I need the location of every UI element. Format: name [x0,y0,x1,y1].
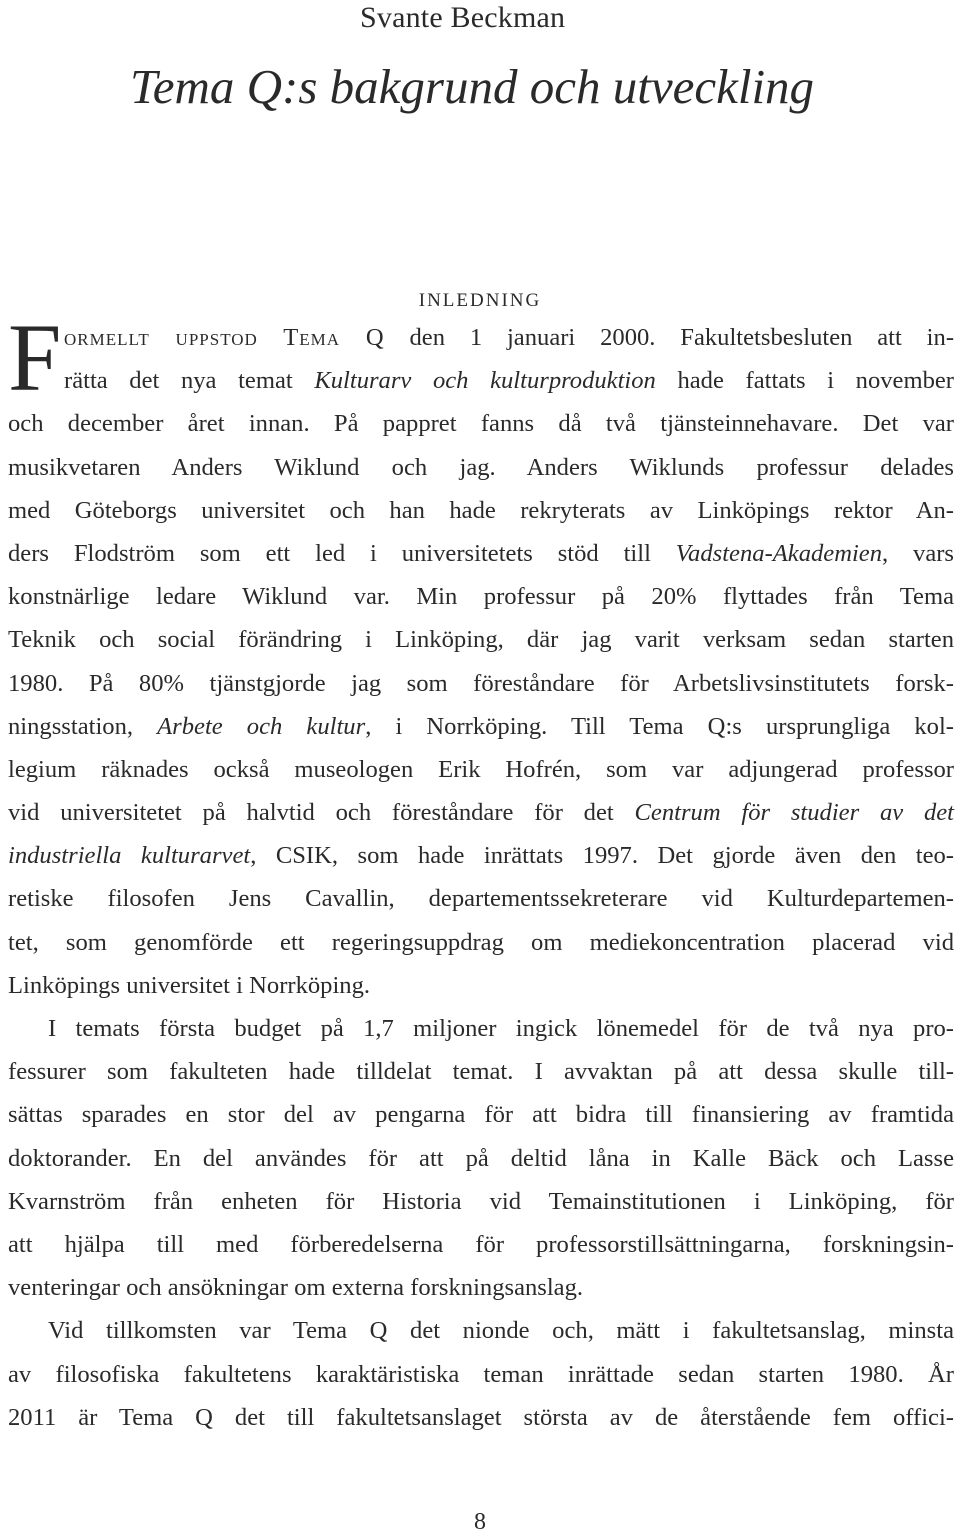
paragraph-2-line-7: venteringar och ansökningar om externa forskningsanslag. [8,1274,584,1302]
paragraph-2-line-4: doktorander. En del användes för att på deltid låna in Kalle Bäck och Lasse [8,1144,954,1172]
paragraph-2-line-1: I temats första budget på 1,7 miljoner ingick lönemedel för de två nya pro- [48,1015,954,1042]
paragraph-1-line-11: legium räknades också museologen Erik Hofrén, som var adjungerad professor [8,755,954,783]
text-run: , i Norrköping. Till Tema Q:s ursprungliga kol- [365,712,955,740]
paragraph-3-line-2: av filosofiska fakultetens karaktäristiska teman inrättade sedan starten 1980. År [8,1360,954,1388]
paragraph-3-line-1: Vid tillkomsten var Tema Q det nionde och, mätt i fakultetsanslag, minsta [48,1317,954,1345]
italic-title: Arbete och kultur [157,712,366,740]
paragraph-1-line-13 [8,834,954,877]
italic-title: industriella kulturarvet [8,842,251,870]
italic-title: Kulturarv och kulturproduktion [314,367,656,395]
text-run: hade fattats i november [655,367,954,395]
lead-in-smallcaps: ormellt uppstod Tema Q [64,324,385,351]
paragraph-1-line-7: konstnärlige ledare Wiklund var. Min professur på 20% flyttades från Tema [8,583,954,611]
text-run: ders Flodström som ett led i universitetets stöd till [8,539,676,567]
paragraph-1-line-4: musikvetaren Anders Wiklund och jag. Anders Wiklunds professur delades [8,453,954,481]
author-name: Svante Beckman [360,1,566,34]
text-run: den 1 januari 2000. Fakultetsbesluten att in- [384,324,955,351]
paragraph-2-line-2: fessurer som fakulteten hade tilldelat temat. I avvaktan på att dessa skulle till- [8,1058,954,1086]
paragraph-2-line-6: att hjälpa till med förberedelserna för professorstillsättningarna, forskningsin- [8,1230,954,1258]
paragraph-1-line-10 [8,705,954,748]
paragraph-1-line-9: 1980. På 80% tjänstgjorde jag som föreståndare för Arbetslivsinstitutets forsk- [8,669,954,697]
paragraph-1-line-12 [8,791,954,834]
paragraph-1-line-15: tet, som genomförde ett regeringsuppdrag om mediekoncentration placerad vid [8,928,954,956]
paragraph-1-line-1 [8,316,954,359]
text-run: ningsstation, [8,712,158,740]
drop-cap: F [8,304,62,411]
paragraph-1-line-3: och december året innan. På pappret fanns då två tjänsteinnehavare. Det var [8,410,954,438]
text-run: vid universitetet på halvtid och föreståndare för det [8,799,635,827]
text-run: rätta det nya temat [64,367,315,395]
body-text [8,304,955,1439]
paragraph-1-line-14: retiske filosofen Jens Cavallin, departementssekreterare vid Kulturdepartemen- [8,885,954,913]
text-run: , vars [882,539,954,567]
chapter-title: Tema Q:s bakgrund och utveckling [130,59,815,114]
paragraph-1-line-8: Teknik och social förändring i Linköping, där jag varit verksam sedan starten [8,626,954,654]
paragraph-3-line-3: 2011 är Tema Q det till fakultetsanslaget största av de återstående fem offici- [8,1403,954,1431]
paragraph-1-line-2 [8,359,954,402]
paragraph-2-line-3: sättas sparades en stor del av pengarna för att bidra till finansiering av framtida [8,1101,954,1129]
page-number: 8 [474,1509,486,1535]
paragraph-1-line-6 [8,532,954,575]
paragraph-1-line-16: Linköpings universitet i Norrköping. [8,971,371,999]
section-heading: inledning [418,282,542,312]
paragraph-1-line-5: med Göteborgs universitet och han hade rekryterats av Linköpings rektor An- [8,496,954,524]
paragraph-2-line-5: Kvarnström från enheten för Historia vid Temainstitutionen i Linköping, för [8,1187,954,1215]
italic-title: Vadstena-Akademien [675,539,883,567]
italic-title: Centrum för studier av det [634,799,954,827]
text-run: , CSIK, som hade inrättats 1997. Det gjorde även den teo- [250,842,954,870]
